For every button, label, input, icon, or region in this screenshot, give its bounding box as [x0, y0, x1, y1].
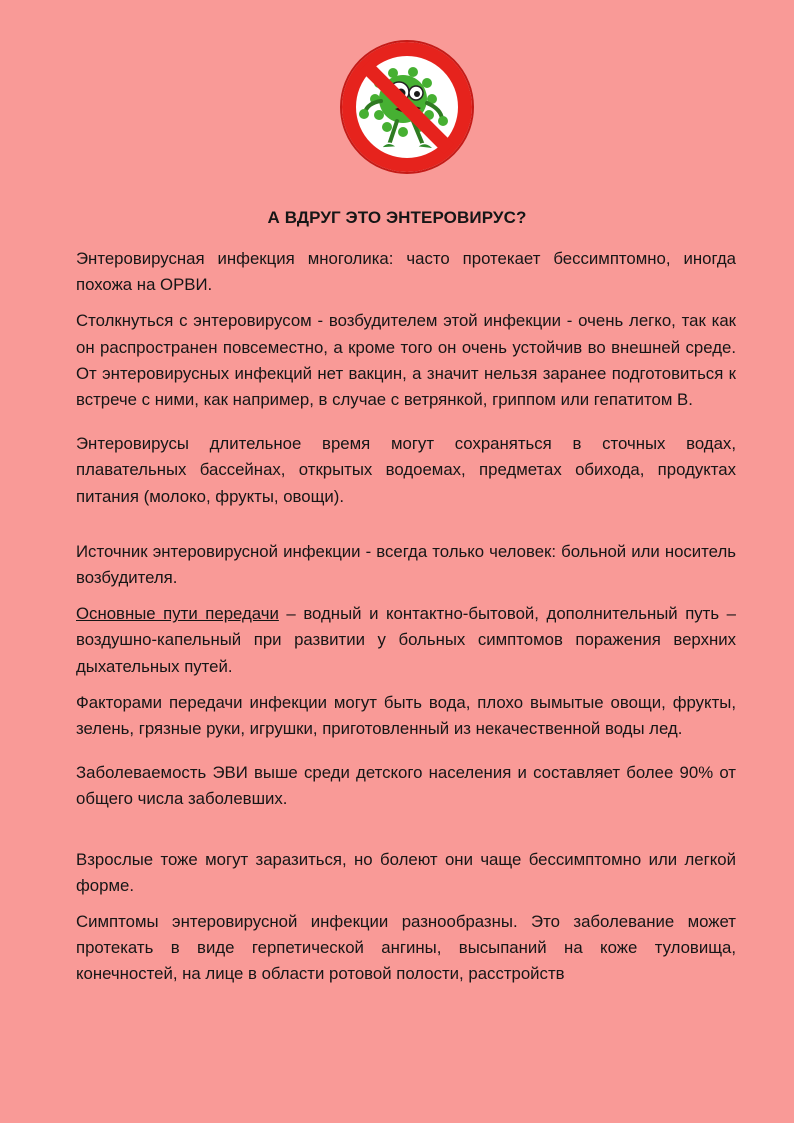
paragraph: Симптомы энтеровирусной инфекции разнообразны. Это заболевание может протекать в виде герпетической ангины, высыпаний на коже туловища, конечностей, на лице в области ротовой полости, расстройств [76, 912, 736, 984]
paragraph: Факторами передачи инфекции могут быть вода, плохо вымытые овощи, фрукты, зелень, грязные руки, игрушки, приготовленный из некачественной воды лед. [76, 692, 736, 739]
paragraph: Столкнуться с энтеровирусом - возбудителем этой инфекции - очень легко, так как он распространен повсеместно, а кроме того он очень устойчив во внешней среде. От энтеровирусных инфекций нет вакцин, а значит нельзя заранее подготовиться к встрече с ними, как например, в случае с ветрянкой, гриппом или гепатитом В. [76, 311, 736, 410]
transmission-label: Основные пути передачи [76, 604, 279, 624]
transmission-text: – водный и контактно-бытовой, дополнительный путь – воздушно-капельный при развитии у больных симптомов поражения верхних дыхательных путей. [76, 604, 736, 676]
paragraph: Энтеровирусная инфекция многолика: часто протекает бессимптомно, иногда похожа на ОРВИ. [76, 249, 736, 295]
page-title: А ВДРУГ ЭТО ЭНТЕРОВИРУС? [267, 208, 527, 227]
document-body [76, 246, 736, 988]
paragraph: Взрослые тоже могут заразиться, но болеют они чаще бессимптомно или легкой форме. [76, 849, 736, 895]
paragraph: Источник энтеровирусной инфекции - всегда только человек: больной или носитель возбудителя. [76, 541, 736, 588]
no-virus-sign-icon [337, 37, 477, 177]
transmission-paragraph [76, 601, 736, 680]
no-virus-sign-svg [337, 37, 477, 177]
paragraph: Энтеровирусы длительное время могут сохраняться в сточных водах, плавательных бассейнах, открытых водоемах, предметах обихода, продуктах питания (молоко, фрукты, овощи). [76, 434, 736, 506]
paragraph: Заболеваемость ЭВИ выше среди детского населения и составляет более 90% от общего числа заболевших. [76, 763, 736, 809]
